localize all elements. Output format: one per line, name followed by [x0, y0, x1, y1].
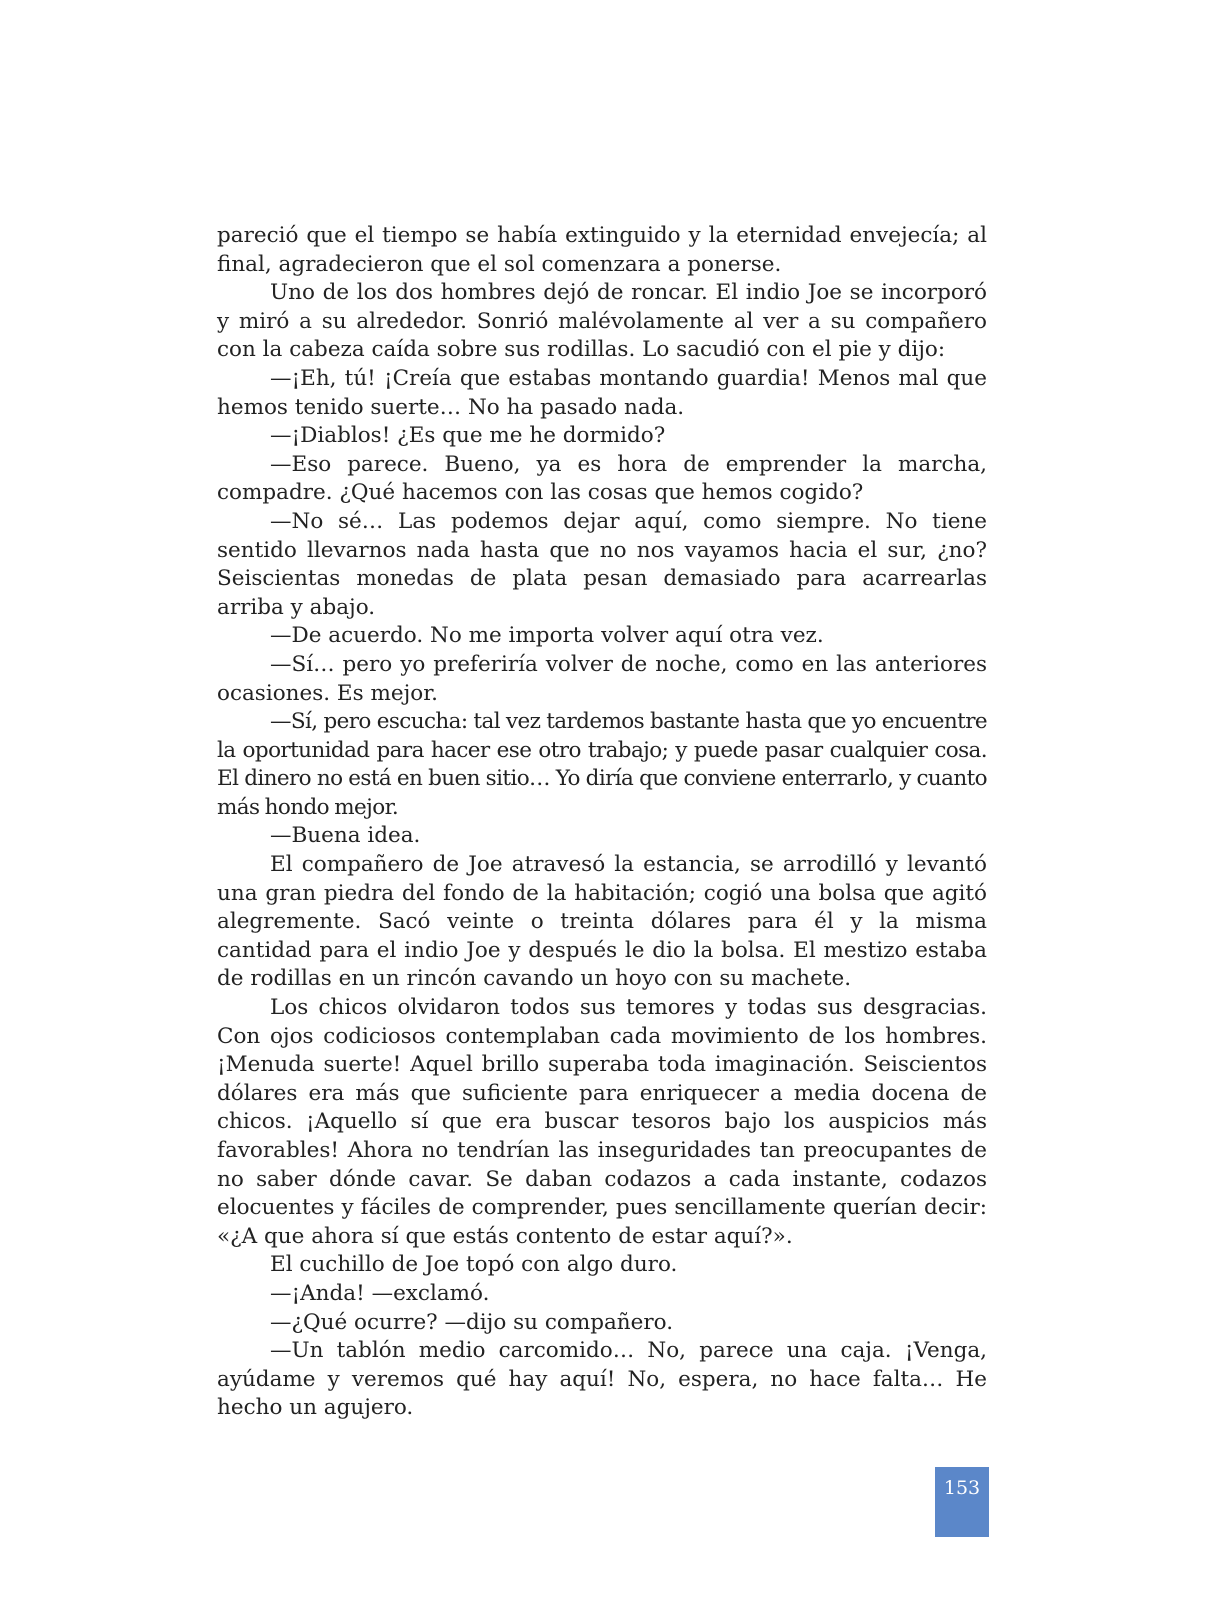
paragraph: —Un tablón medio carcomido… No, parece una caja. ¡Venga, ayúdame y veremos qué hay aquí! No, espera, no hace falta… He hecho un agujero.: [217, 1338, 987, 1421]
paragraph: El compañero de Joe atravesó la estancia, se arrodilló y levantó una gran piedra del fondo de la habitación; cogió una bolsa que agitó alegremente. Sacó veinte o treinta dólares para él y la misma cantidad para el indio Joe y después le dio la bolsa. El mestizo estaba de rodillas en un rincón cavando un hoyo con su machete.: [217, 852, 987, 992]
paragraph: —¡Eh, tú! ¡Creía que estabas montando guardia! Menos mal que hemos tenido suerte… No ha pasado nada.: [217, 365, 987, 420]
paragraph: Uno de los dos hombres dejó de roncar. El indio Joe se incorporó y miró a su alrededor. Sonrió malévolamente al ver a su compañero con la cabeza caída sobre sus rodillas. Lo sacudió con el pie y dijo:: [217, 280, 987, 363]
paragraph: —¿Qué ocurre? —dijo su compañero.: [270, 1309, 674, 1335]
paragraph: —Sí, pero escucha: tal vez tardemos bastante hasta que yo encuentre la oportunidad para hacer ese otro trabajo; y puede pasar cualquier cosa. El dinero no está en buen sitio… Yo diría que conviene enterrarlo, y cuanto más hondo mejor.: [217, 709, 987, 820]
paragraph: Los chicos olvidaron todos sus temores y todas sus desgracias. Con ojos codiciosos contemplaban cada movimiento de los hombres. ¡Menuda suerte! Aquel brillo superaba toda imaginación. Seiscientos dólares era más que suficiente para enriquecer a media docena de chicos. ¡Aquello sí que era buscar tesoros bajo los auspicios más favorables! Ahora no tendrían las inseguridades tan preocupantes de no saber dónde cavar. Se daban codazos a cada instante, codazos elocuentes y fáciles de comprender, pues sencillamente querían decir: «¿A que ahora sí que estás contento de estar aquí?».: [217, 995, 987, 1249]
paragraph: —Buena idea.: [270, 823, 421, 849]
paragraph: —Eso parece. Bueno, ya es hora de emprender la marcha, compadre. ¿Qué hacemos con las cosas que hemos cogido?: [217, 451, 987, 506]
paragraph: —De acuerdo. No me importa volver aquí otra vez.: [270, 623, 824, 649]
paragraph: —¡Anda! —exclamó.: [270, 1280, 490, 1306]
body-text: [217, 222, 987, 1423]
page-number-box: [935, 1467, 989, 1537]
paragraph: —Sí… pero yo preferiría volver de noche, como en las anteriores ocasiones. Es mejor.: [217, 651, 987, 706]
page-number: 153: [943, 1477, 981, 1499]
paragraph: —No sé… Las podemos dejar aquí, como siempre. No tiene sentido llevarnos nada hasta que no nos vayamos hacia el sur, ¿no? Seiscientas monedas de plata pesan demasiado para acarrearlas arriba y abajo.: [217, 508, 987, 620]
paragraph: pareció que el tiempo se había extinguido y la eternidad envejecía; al final, agradecieron que el sol comenzara a ponerse.: [217, 223, 987, 277]
paragraph: El cuchillo de Joe topó con algo duro.: [270, 1252, 678, 1278]
paragraph: —¡Diablos! ¿Es que me he dormido?: [270, 423, 666, 449]
